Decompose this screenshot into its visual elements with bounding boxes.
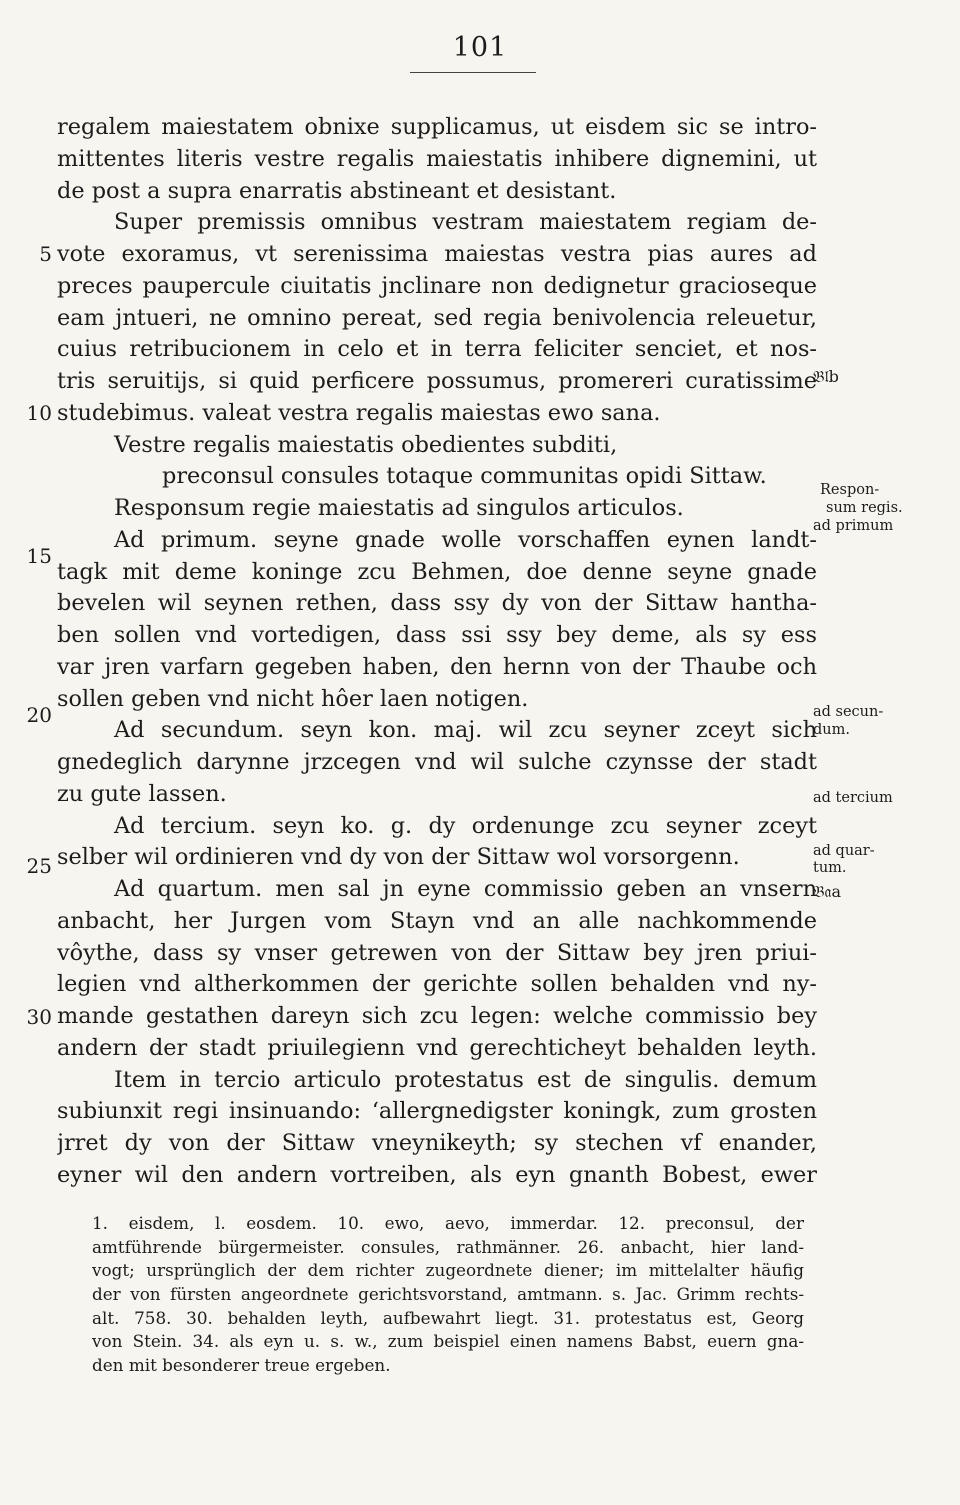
margin-note-ad-primum: ad primum: [813, 518, 894, 534]
text-line: tagk mit deme koninge zcu Behmen, doe denne seyne gnade: [57, 558, 817, 585]
footnote-line: der von fürsten angeordnete gerichtsvorstand, amtmann. s. Jac. Grimm rechts-: [92, 1284, 804, 1305]
text-line: var jren varfarn gegeben haben, den hernn von der Thaube och: [57, 653, 817, 680]
line-number: 5: [39, 242, 52, 266]
margin-note-ad-secundum: ad secun-: [813, 704, 884, 720]
text-line: gnedeglich darynne jrzcegen vnd wil sulche czynsse der stadt: [57, 749, 817, 775]
text-line: legien vnd altherkommen der gerichte sollen behalden vnd ny-: [57, 971, 817, 998]
line-number: 20: [26, 703, 52, 727]
margin-sign: 𝔅𝔩b: [813, 367, 839, 386]
margin-note-ad-tercium: ad tercium: [813, 790, 893, 806]
margin-sign: 𝔅𝔞a: [813, 882, 842, 901]
text-line: Vestre regalis maiestatis obedientes subditi,: [114, 431, 618, 458]
text-line: Ad tercium. seyn ko. g. dy ordenunge zcu seyner zceyt: [114, 812, 817, 839]
text-line: andern der stadt priuilegienn vnd gerechticheyt behalden leyth.: [57, 1034, 817, 1061]
text-line: jrret dy von der Sittaw vneynikeyth; sy stechen vf enander,: [57, 1130, 817, 1156]
page-number: 101: [452, 32, 508, 63]
text-line: de post a supra enarratis abstineant et desistant.: [57, 177, 617, 204]
text-line: subiunxit regi insinuando: ʻallergnedigster koningk, zum grosten: [57, 1098, 817, 1125]
text-line: zu gute lassen.: [57, 780, 227, 807]
text-line: bevelen wil seynen rethen, dass ssy dy von der Sittaw hantha-: [57, 590, 817, 617]
text-line: mittentes literis vestre regalis maiestatis inhibere dignemini, ut: [57, 145, 817, 172]
line-number: 15: [26, 544, 52, 568]
text-line: cuius retribucionem in celo et in terra feliciter senciet, et nos-: [57, 336, 817, 363]
text-line: Ad quartum. men sal jn eyne commissio geben an vnsern: [114, 876, 817, 902]
page-rule: [410, 72, 536, 73]
text-line: anbacht, her Jurgen vom Stayn vnd an alle nachkommende: [57, 907, 817, 934]
text-line: regalem maiestatem obnixe supplicamus, ut eisdem sic se intro-: [57, 114, 817, 140]
margin-note-responsum: sum regis.: [826, 500, 903, 516]
footnote-line: von Stein. 34. als eyn u. s. w., zum beispiel einen namens Babst, euern gna-: [92, 1331, 804, 1352]
text-line: Item in tercio articulo protestatus est de singulis. demum: [114, 1066, 817, 1093]
text-line: eam jntueri, ne omnino pereat, sed regia benivolencia releuetur,: [57, 304, 817, 331]
text-line: vôythe, dass sy vnser getrewen von der Sittaw bey jren priui-: [57, 939, 817, 966]
text-line: mande gestathen dareyn sich zcu legen: welche commissio bey: [57, 1003, 817, 1029]
text-line: preconsul consules totaque communitas opidi Sittaw.: [162, 463, 767, 490]
line-number: 25: [26, 854, 52, 878]
footnote-line: 1. eisdem, l. eosdem. 10. ewo, aevo, immerdar. 12. preconsul, der: [92, 1213, 804, 1233]
line-number: 30: [26, 1005, 52, 1029]
footnote-line: den mit besonderer treue ergeben.: [92, 1355, 391, 1376]
text-line: selber wil ordinieren vnd dy von der Sittaw wol vorsorgenn.: [57, 844, 740, 871]
text-line: Super premissis omnibus vestram maiestatem regiam de-: [114, 209, 817, 236]
line-number: 10: [26, 401, 52, 425]
text-line: tris seruitijs, si quid perficere possumus, promereri curatissime: [57, 368, 817, 394]
margin-note-responsum: Respon-: [820, 482, 880, 498]
text-line: sollen geben vnd nicht hôer laen notigen.: [57, 685, 529, 712]
main-text: [57, 112, 817, 1192]
text-line: Responsum regie maiestatis ad singulos articulos.: [114, 495, 684, 521]
footnote-line: vogt; ursprünglich der dem richter zugeordnete diener; im mittelalter häufig: [92, 1260, 804, 1281]
footnotes: [92, 1212, 804, 1378]
footnote-line: amtführende bürgermeister. consules, rathmänner. 26. anbacht, hier land-: [92, 1236, 804, 1257]
text-line: Ad primum. seyne gnade wolle vorschaffen eynen landt-: [114, 526, 817, 553]
text-line: Ad secundum. seyn kon. maj. wil zcu seyner zceyt sich: [114, 717, 817, 744]
margin-note-ad-quartum: ad quar-: [813, 843, 875, 859]
text-line: preces paupercule ciuitatis jnclinare non dedignetur gracioseque: [57, 272, 817, 299]
footnote-line: alt. 758. 30. behalden leyth, aufbewahrt liegt. 31. protestatus est, Georg: [92, 1307, 804, 1328]
text-line: eyner wil den andern vortreiben, als eyn gnanth Bobest, ewer: [57, 1161, 817, 1188]
margin-note-ad-secundum: dum.: [813, 722, 850, 738]
text-line: vote exoramus, vt serenissima maiestas vestra pias aures ad: [57, 241, 817, 267]
margin-note-ad-quartum: tum.: [813, 860, 847, 876]
text-line: ben sollen vnd vortedigen, dass ssi ssy bey deme, als sy ess: [57, 622, 817, 648]
text-line: studebimus. valeat vestra regalis maiestas ewo sana.: [57, 399, 661, 426]
